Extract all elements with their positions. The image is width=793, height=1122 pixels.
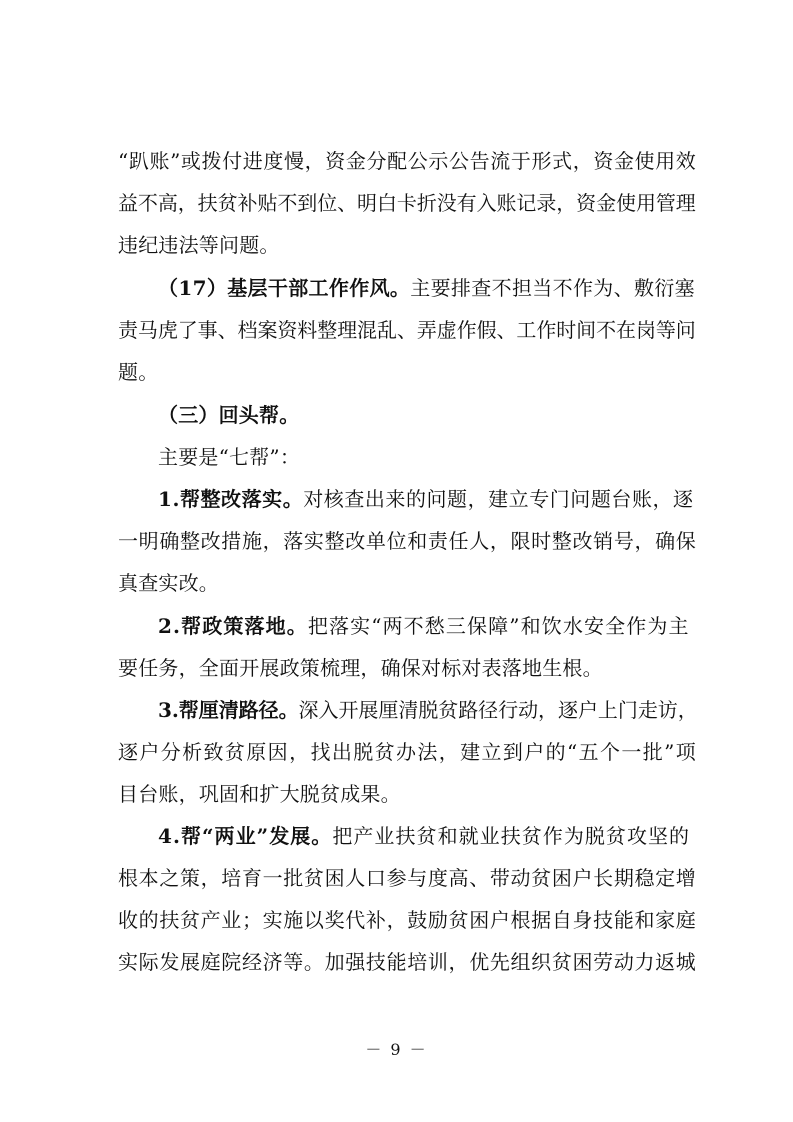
item-text: 深入开展厘清脱贫路径行动，逐户上门走访，	[298, 698, 698, 722]
item-heading: 2.帮政策落地。	[158, 614, 308, 638]
item-text: 把产业扶贫和就业扶贫作为脱贫攻坚的	[332, 824, 691, 848]
item-text: 对核查出来的问题，建立专门问题台账，逐	[303, 487, 694, 511]
text-line: “趴账”或拨付进度慢，资金分配公示公告流于形式，资金使用效	[118, 149, 697, 173]
item-line	[158, 613, 696, 639]
section-heading: （三）回头帮。	[158, 403, 300, 427]
text-line: 违纪违法等问题。	[118, 233, 280, 257]
text-line: 实际发展庭院经济等。加强技能培训，优先组织贫困劳动力返城	[118, 950, 697, 974]
text-line: 一明确整改措施，落实整改单位和责任人，限时整改销号，确保	[118, 529, 697, 553]
item-heading: 1.帮整改落实。	[158, 487, 304, 511]
item-line	[158, 823, 696, 849]
intro-line: 主要是“七帮”：	[158, 445, 301, 469]
text-line: 收的扶贫产业；实施以奖代补，鼓励贫困户根据自身技能和家庭	[118, 908, 697, 932]
item-line	[158, 697, 696, 723]
paragraph-heading: （17）基层干部工作作风。	[158, 276, 411, 300]
text-line: 真查实改。	[118, 571, 219, 595]
text-line: 责马虎了事、档案资料整理混乱、弄虚作假、工作时间不在岗等问	[118, 318, 696, 342]
item-heading: 4.帮“两业”发展。	[158, 824, 333, 848]
item-text: 把落实“两不愁三保障”和饮水安全作为主	[307, 614, 690, 638]
paragraph-text: 主要排查不担当不作为、敷衍塞	[410, 276, 696, 300]
page-number: － 9 －	[365, 1040, 428, 1059]
text-line: 目台账，巩固和扩大脱贫成果。	[118, 782, 401, 806]
paragraph-line	[158, 275, 696, 301]
text-line: 根本之策，培育一批贫困人口参与度高、带动贫困户长期稳定增	[118, 866, 697, 890]
item-heading: 3.帮厘清路径。	[158, 698, 299, 722]
text-line: 逐户分析致贫原因，找出脱贫办法，建立到户的“五个一批”项	[118, 740, 698, 764]
item-line	[158, 486, 696, 512]
text-line: 题。	[118, 360, 159, 384]
text-line: 要任务，全面开展政策梳理，确保对标对表落地生根。	[118, 656, 603, 680]
text-line: 益不高，扶贫补贴不到位、明白卡折没有入账记录，资金使用管理	[118, 191, 696, 215]
